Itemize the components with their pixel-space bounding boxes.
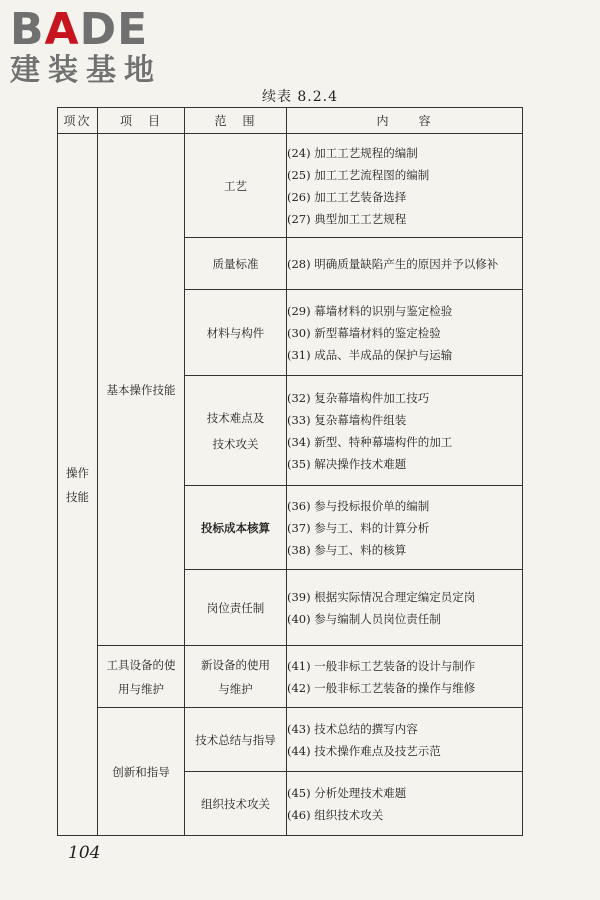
content-line: (41) 一般非标工艺装备的设计与制作 [287,658,476,673]
scope-cell [185,376,287,486]
logo-letters-de: DE [79,4,149,55]
content-cell [287,772,523,836]
content-line: (39) 根据实际情况合理定编定员定岗 [287,589,476,604]
content-line: (37) 参与工、料的计算分析 [287,520,430,535]
project-cell [98,708,185,836]
content-cell [287,376,523,486]
project-cell [98,646,185,708]
content-line: (31) 成品、半成品的保护与运输 [287,347,453,362]
header-content: 内 容 [287,108,523,134]
header-scope: 范 围 [185,108,287,134]
content-line: (33) 复杂幕墙构件组装 [287,412,407,427]
content-line: (32) 复杂幕墙构件加工技巧 [287,390,430,405]
project-label: 工具设备的使用与维护 [106,657,176,696]
table-row [58,646,523,708]
scope-label: 技术难点及技术攻关 [206,410,265,451]
scope-cell: 技术总结与指导 [185,708,287,772]
content-cell [287,290,523,376]
content-cell [287,570,523,646]
table-caption: 续表 8.2.4 [261,89,339,105]
logo-letter-a: A [44,4,80,55]
scope-cell: 组织技术攻关 [185,772,287,836]
project-cell [98,134,185,646]
header-project: 项 目 [98,108,185,134]
content-line: (28) 明确质量缺陷产生的原因并予以修补 [287,256,499,271]
content-line: (35) 解决操作技术难题 [287,456,407,471]
scope-cell: 质量标准 [185,238,287,290]
bade-logo [10,6,190,90]
content-line: (26) 加工工艺装备选择 [287,189,407,204]
page-number: 104 [68,843,101,863]
logo-subtitle: 建装基地 [10,53,162,88]
content-cell [287,134,523,238]
content-line: (42) 一般非标工艺装备的操作与维修 [287,680,476,695]
table-row [58,134,523,238]
table-row [58,708,523,772]
content-line: (34) 新型、特种幕墙构件的加工 [287,434,453,449]
scope-cell [185,646,287,708]
content-line: (27) 典型加工工艺规程 [287,211,407,226]
content-cell [287,708,523,772]
category-cell [58,134,98,836]
content-line: (29) 幕墙材料的识别与鉴定检验 [287,303,453,318]
content-line: (24) 加工工艺规程的编制 [287,145,418,160]
scope-label: 新设备的使用与维护 [201,657,270,696]
content-line: (30) 新型幕墙材料的鉴定检验 [287,325,441,340]
scope-cell: 岗位责任制 [185,570,287,646]
content-line: (40) 参与编制人员岗位责任制 [287,611,441,626]
project-label: 创新和指导 [112,764,170,779]
content-cell [287,486,523,570]
project-label: 基本操作技能 [106,382,176,397]
category-label: 操作技能 [66,465,89,504]
scope-cell: 投标成本核算 [185,486,287,570]
content-line: (44) 技术操作难点及技艺示范 [287,743,441,758]
content-line: (38) 参与工、料的核算 [287,542,407,557]
header-item-no: 项次 [58,108,98,134]
content-cell [287,646,523,708]
logo-letter-b: B [10,4,45,55]
table-header-row [58,108,523,134]
skills-table [57,107,523,836]
scope-cell: 材料与构件 [185,290,287,376]
content-line: (46) 组织技术攻关 [287,807,384,822]
content-line: (36) 参与投标报价单的编制 [287,498,430,513]
content-line: (45) 分析处理技术难题 [287,785,407,800]
logo-wordmark [10,6,190,54]
content-cell [287,238,523,290]
content-line: (25) 加工工艺流程图的编制 [287,167,430,182]
scope-cell: 工艺 [185,134,287,238]
content-line: (43) 技术总结的撰写内容 [287,721,418,736]
